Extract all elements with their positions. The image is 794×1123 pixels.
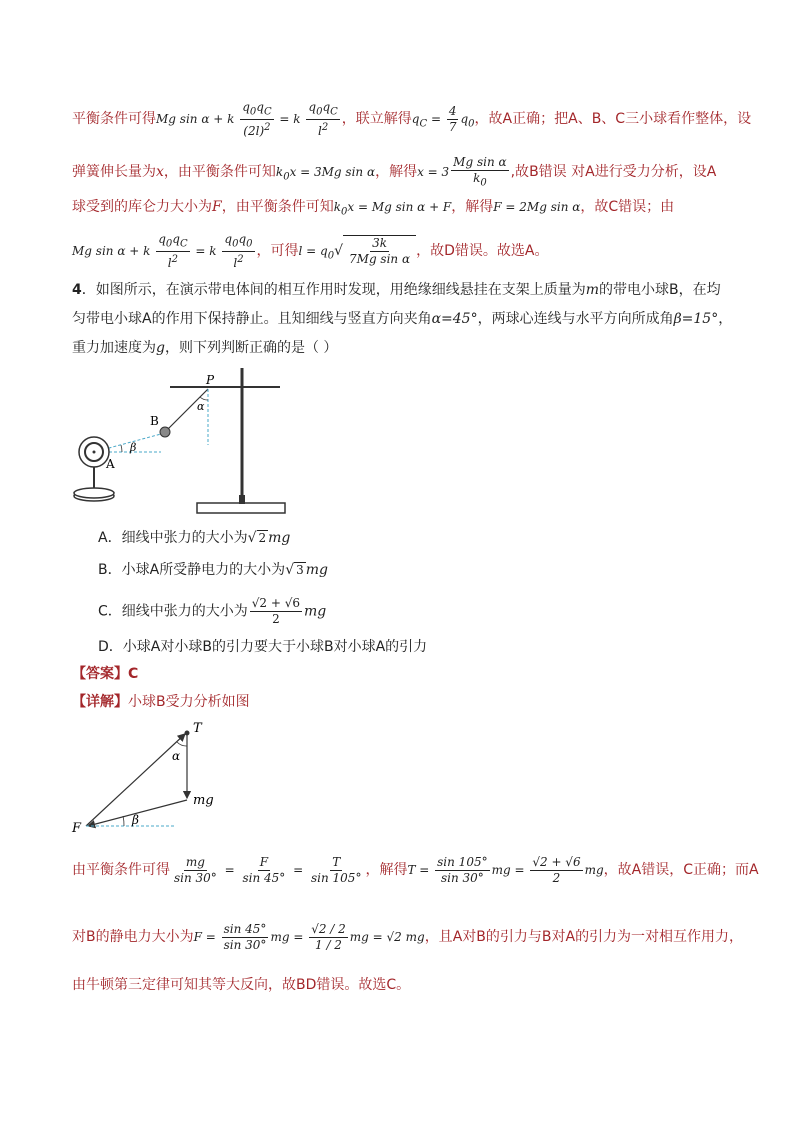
stand-foot xyxy=(239,495,245,504)
math-formula: $q_C$ = $\frac{4}{7}$ $q_0$ xyxy=(411,104,475,135)
option-D[interactable]: D．小球A对小球B的引力要大于小球B对小球A的引力 xyxy=(98,639,428,655)
option-B[interactable]: B．小球A所受静电力的大小为√ 3 mg xyxy=(98,562,328,578)
ball-A-center xyxy=(93,451,96,454)
ball-A-base-top xyxy=(74,488,114,498)
solution-line-2: 弹簧伸长量为x，由平衡条件可知$k_0x = 3Mg$ sin α，解得x = 3 $\frac{\text{Mg sin α}}{k_0}$ ,故B错误 对A进行受力分析，设A xyxy=(72,155,717,189)
label-P: P xyxy=(206,373,215,387)
math-formula: $\frac{mg}{\sin 30^\circ}$ = $\frac{F}{\sin 45^\circ}$ = $\frac{T}{\sin 105^\circ}$ xyxy=(174,855,362,885)
force-diagram xyxy=(66,716,236,840)
question-line-2: 匀带电小球A的作用下保持静止。且知细线与竖直方向夹角α=45°，两球心连线与水平方向所成角β=15°， xyxy=(72,311,733,327)
beta-arc xyxy=(121,445,122,452)
solution2-line-3: 由牛顿第三定律可知其等大反向，故BD错误。故选C。 xyxy=(72,977,411,993)
apparatus-figure xyxy=(66,360,296,520)
label-A: A xyxy=(106,457,115,471)
alpha-arc xyxy=(177,742,187,746)
math-formula: F = $\frac{\sin 45^\circ}{\sin 30^\circ}$ mg = $\frac{√2 / 2}{1 / 2}$ mg = √2 mg xyxy=(193,922,425,952)
label-beta: β xyxy=(130,441,137,454)
math-formula: $k_0x = Mg$ sin α + F xyxy=(333,200,452,218)
ball-B xyxy=(160,427,170,437)
question-line-3: 重力加速度为g，则下列判断正确的是（ ） xyxy=(72,340,338,356)
point-T xyxy=(185,731,190,736)
math-formula: Mg sin α + k $\frac{q_0q_C}{l^2}$ = k $\frac{q_0q_0}{l^2}$ xyxy=(72,232,253,271)
math-formula: T = $\frac{\sin 105^\circ}{\sin 30^\circ}$ mg = $\frac{√2 + √6}{2}$ mg xyxy=(407,855,604,885)
solution2-line-1: 由平衡条件可得 $\frac{mg}{\sin 30^\circ}$ = $\frac{F}{\sin 45^\circ}$ = $\frac{T}{\sin 105^\circ}$ ，解得T = $\frac{\sin 105^\circ}{\sin 30^\circ}$ mg = $\frac{√2 + √6}{2}$ mg，故A错误，C正确；而A xyxy=(72,855,759,885)
solution2-line-2: 对B的静电力大小为F = $\frac{\sin 45^\circ}{\sin 30^\circ}$ mg = $\frac{√2 / 2}{1 / 2}$ mg = √2 mg，且A对B的引力与B对A的引力为一对相互作用力， xyxy=(72,922,744,952)
math-formula: F = 2Mg sin α xyxy=(493,200,581,214)
label-F: F xyxy=(72,821,82,836)
solution-line-3: 球受到的库仑力大小为F，由平衡条件可知$k_0x = Mg$ sin α + F，解得F = 2Mg sin α，故C错误；由 xyxy=(72,199,675,218)
stand-base xyxy=(197,503,285,513)
label-alpha: α xyxy=(197,400,205,413)
label-T: T xyxy=(193,721,202,736)
option-C[interactable]: C．细线中张力的大小为 $\frac{√2 + √6}{2}$ mg xyxy=(98,596,327,626)
detail-line: 【详解】小球B受力分析如图 xyxy=(72,694,250,710)
math-formula: $k_0x = 3Mg$ sin α xyxy=(275,165,376,183)
math-formula: $l = q_0√$ $\frac{3k}{\text{7Mg sin α}}$ xyxy=(299,244,417,258)
beta-arc xyxy=(123,816,124,826)
answer-line: 【答案】C xyxy=(72,666,139,682)
label-mg: mg xyxy=(193,793,214,808)
label-beta: β xyxy=(132,813,139,827)
label-B: B xyxy=(150,414,159,428)
solution-line-1: 平衡条件可得Mg sin α + k $\frac{q_0q_C}{(2l)^2}$ = k $\frac{q_0q_C}{l^2}$ ，联立解得$q_C$ = $\frac{4}{7}$ $q_0$，故A正确；把A、B、C三小球看作整体，设 xyxy=(72,100,752,139)
solution-line-4: Mg sin α + k $\frac{q_0q_C}{l^2}$ = k $\frac{q_0q_0}{l^2}$ ，可得$l = q_0√$ $\frac{3k}{\text{7Mg sin α}}$ ，故D错误。故选A。 xyxy=(72,232,549,271)
math-formula: Mg sin α + k $\frac{q_0q_C}{(2l)^2}$ = k $\frac{q_0q_C}{l^2}$ xyxy=(156,100,338,139)
math-formula: x = 3 $\frac{\text{Mg sin α}}{k_0}$ xyxy=(417,155,507,189)
label-alpha: α xyxy=(172,749,181,763)
option-A[interactable]: A．细线中张力的大小为√ 2 mg xyxy=(98,530,291,546)
question-line-1: 4．如图所示，在演示带电体间的相互作用时发现，用绝缘细线悬挂在支架上质量为m的带电小球B，在均 xyxy=(72,282,721,298)
